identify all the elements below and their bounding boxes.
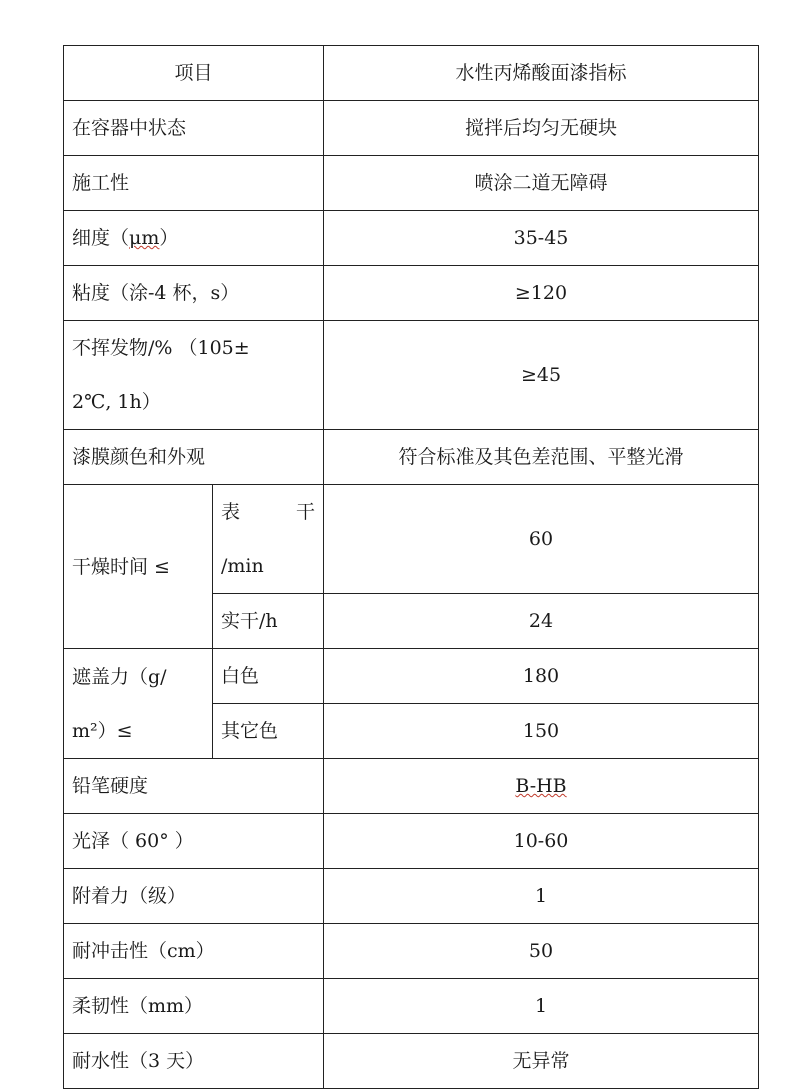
table-row <box>64 266 759 321</box>
row-label: 光泽（ 60° ） <box>64 814 324 869</box>
row-label: 施工性 <box>64 156 324 211</box>
row-label: 在容器中状态 <box>64 101 324 156</box>
table-header-row <box>64 46 759 101</box>
row-value: ≥120 <box>324 266 759 321</box>
nonvolatile-line1: 不挥发物/% （105± <box>72 337 250 359</box>
row-label: 漆膜颜色和外观 <box>64 430 324 485</box>
row-label: 耐水性（3 天） <box>64 1034 324 1089</box>
surface-dry-char-a: 表 <box>221 501 241 523</box>
row-label: 耐冲击性（cm） <box>64 924 324 979</box>
table-row <box>64 321 759 430</box>
table-row <box>64 869 759 924</box>
table-row <box>64 979 759 1034</box>
header-indicator: 水性丙烯酸面漆指标 <box>324 46 759 101</box>
row-value: 10-60 <box>324 814 759 869</box>
hard-dry-value: 24 <box>324 594 759 649</box>
row-label: 柔韧性（mm） <box>64 979 324 1034</box>
row-label-fineness <box>64 211 324 266</box>
table-row <box>64 211 759 266</box>
fineness-unit: μm <box>129 227 160 249</box>
hard-dry-label: 实干/h <box>213 594 324 649</box>
surface-dry-unit: /min <box>221 555 264 577</box>
table-row <box>64 1034 759 1089</box>
table-row-drying-surface <box>64 485 759 594</box>
hiding-line2: m²）≤ <box>72 719 133 742</box>
fineness-suffix: ） <box>159 227 179 249</box>
table-row <box>64 101 759 156</box>
table-row <box>64 924 759 979</box>
paint-spec-table <box>63 45 759 1089</box>
surface-dry-label <box>213 485 324 594</box>
row-value: 1 <box>324 869 759 924</box>
row-value: 35-45 <box>324 211 759 266</box>
nonvolatile-line2: 2℃, 1h） <box>72 391 161 413</box>
row-label: 附着力（级） <box>64 869 324 924</box>
hiding-other-label: 其它色 <box>213 704 324 759</box>
hiding-line1: 遮盖力（g/ <box>72 665 167 688</box>
fineness-prefix: 细度（ <box>72 227 130 249</box>
table-row-hiding-white <box>64 649 759 704</box>
hiding-white-label: 白色 <box>213 649 324 704</box>
row-value: ≥45 <box>324 321 759 430</box>
row-value: 50 <box>324 924 759 979</box>
row-label-nonvolatile <box>64 321 324 430</box>
drying-time-label: 干燥时间 ≤ <box>64 485 213 649</box>
table-row <box>64 156 759 211</box>
hardness-value: B-HB <box>515 775 567 797</box>
header-item: 项目 <box>64 46 324 101</box>
table-row <box>64 814 759 869</box>
hiding-other-value: 150 <box>324 704 759 759</box>
row-value: 1 <box>324 979 759 1034</box>
surface-dry-char-b: 干 <box>296 501 316 523</box>
row-value: 喷涂二道无障碍 <box>324 156 759 211</box>
row-value: 无异常 <box>324 1034 759 1089</box>
row-label: 粘度（涂-4 杯，s） <box>64 266 324 321</box>
table-row <box>64 430 759 485</box>
row-value-hardness <box>324 759 759 814</box>
row-value: 搅拌后均匀无硬块 <box>324 101 759 156</box>
row-value: 符合标准及其色差范围、平整光滑 <box>324 430 759 485</box>
table-row <box>64 759 759 814</box>
surface-dry-value: 60 <box>324 485 759 594</box>
row-label: 铅笔硬度 <box>64 759 324 814</box>
hiding-power-label <box>64 649 213 759</box>
surface-dry-line1 <box>221 485 315 539</box>
hiding-white-value: 180 <box>324 649 759 704</box>
